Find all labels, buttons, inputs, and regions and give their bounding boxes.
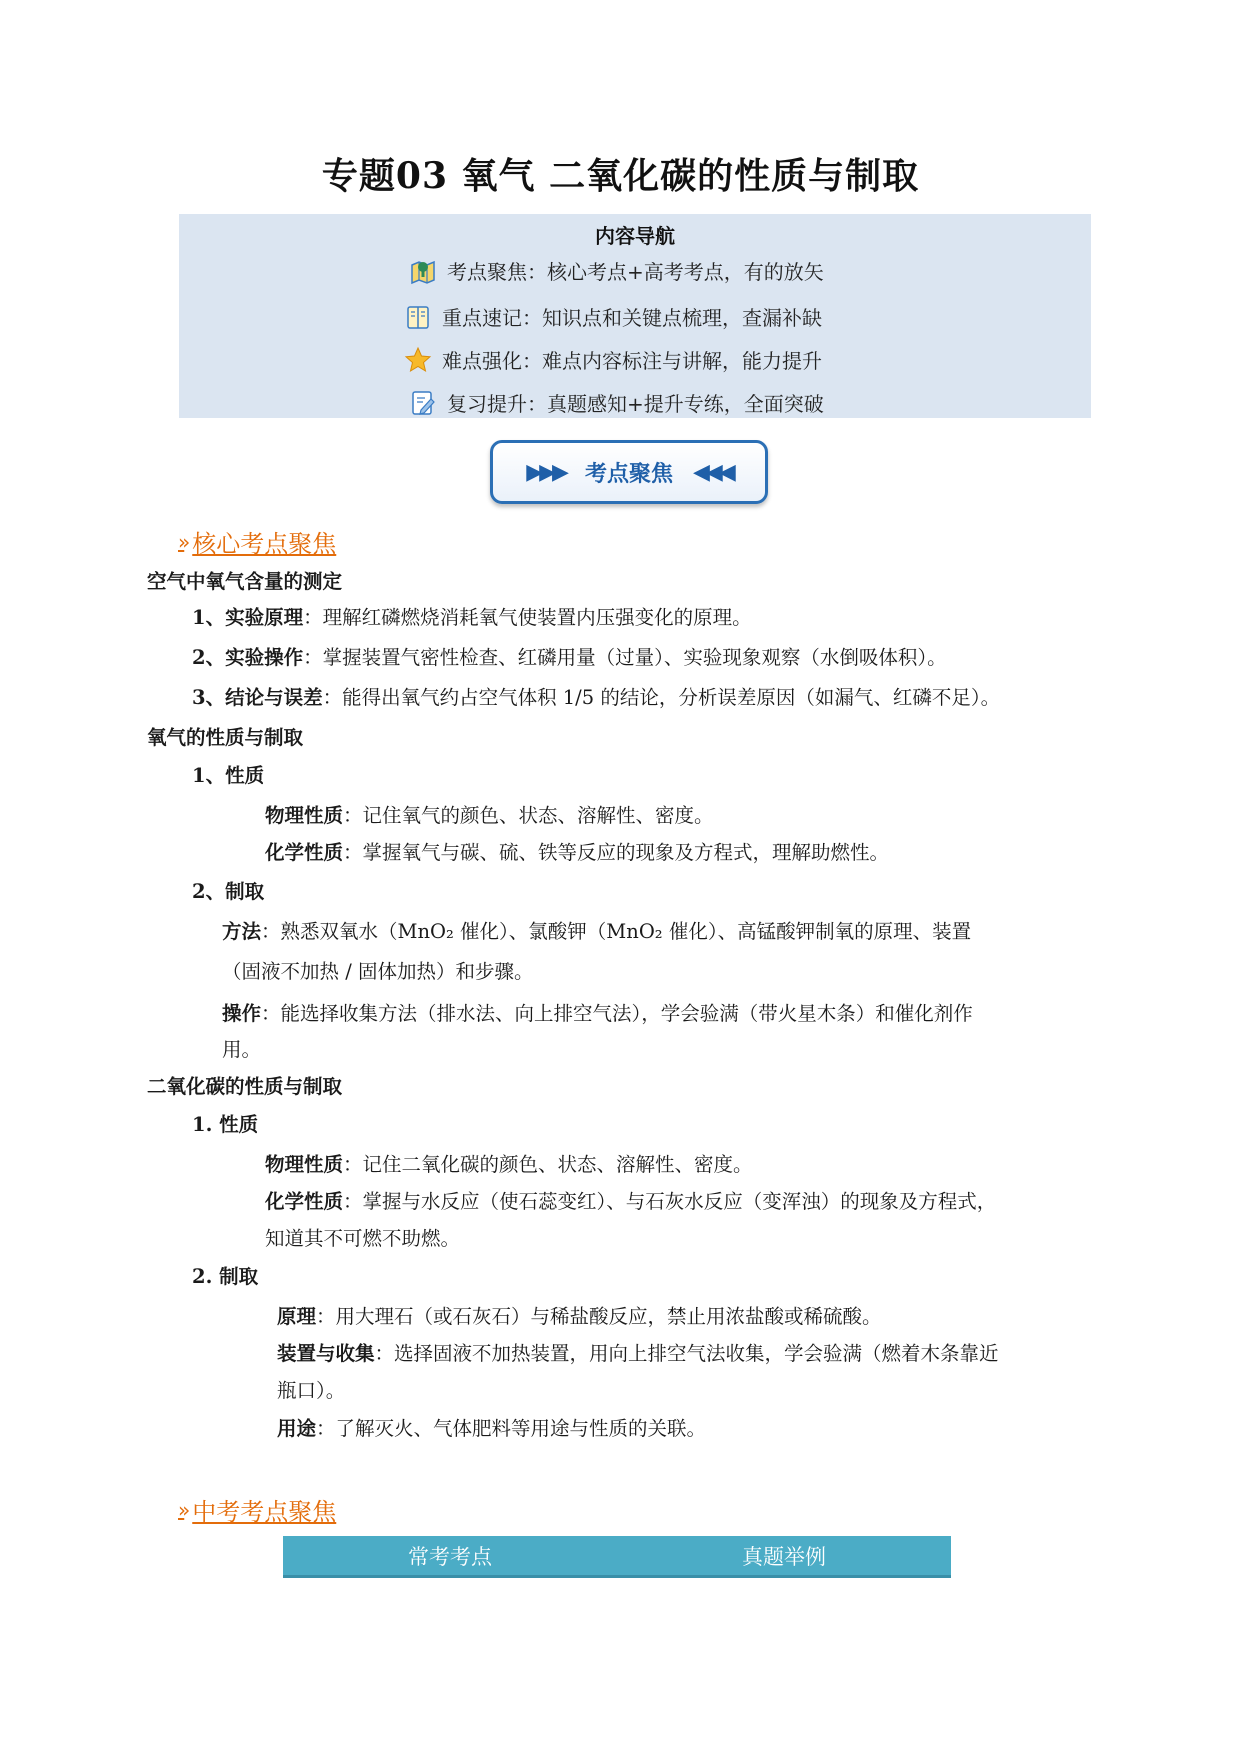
paragraph bbox=[277, 1415, 706, 1443]
label: 3、结论与误差 bbox=[192, 686, 323, 709]
label: 化学性质 bbox=[265, 841, 344, 864]
text: ：熟悉双氧水（MnO₂ 催化）、氯酸钾（MnO₂ 催化）、高锰酸钾制氧的原理、装置 bbox=[261, 920, 972, 943]
paragraph-continued: 瓶口）。 bbox=[277, 1379, 346, 1402]
table-header-cell: 常考考点 bbox=[408, 1544, 492, 1569]
text: ：选择固液不加热装置，用向上排空气法收集，学会验满（燃着木条靠近 bbox=[374, 1342, 999, 1365]
book-icon bbox=[404, 303, 432, 331]
text: ：掌握装置气密性检查、红磷用量（过量）、实验现象观察（水倒吸体积）。 bbox=[303, 646, 947, 669]
paragraph bbox=[192, 684, 1000, 712]
label: 方法 bbox=[222, 920, 262, 943]
nav-item-label: 重点速记：知识点和关键点梳理，查漏补缺 bbox=[442, 306, 822, 330]
nav-item-notes[interactable] bbox=[404, 302, 822, 331]
text: ：理解红磷燃烧消耗氧气使装置内压强变化的原理。 bbox=[303, 606, 752, 629]
text: ：掌握氧气与碳、硫、铁等反应的现象及方程式，理解助燃性。 bbox=[343, 841, 890, 864]
paragraph bbox=[277, 1340, 999, 1368]
subheading: 2. 制取 bbox=[192, 1265, 259, 1288]
star-icon bbox=[404, 346, 432, 374]
topic-heading: 氧气的性质与制取 bbox=[147, 726, 304, 749]
text: ：能得出氧气约占空气体积 1/5 的结论，分析误差原因（如漏气、红磷不足）。 bbox=[322, 686, 1001, 709]
section-banner bbox=[490, 440, 768, 504]
label: 物理性质 bbox=[265, 1153, 344, 1176]
paragraph bbox=[222, 918, 971, 946]
paragraph bbox=[265, 802, 714, 830]
label: 2、实验操作 bbox=[192, 646, 304, 669]
page-title: 专题03 氧气 二氧化碳的性质与制取 bbox=[321, 155, 920, 197]
paragraph-continued: 知道其不可燃不助燃。 bbox=[265, 1227, 461, 1250]
paragraph bbox=[277, 1303, 882, 1331]
section-heading-text: 核心考点聚焦 bbox=[192, 530, 337, 558]
nav-item-label: 复习提升：真题感知+提升专练，全面突破 bbox=[447, 392, 824, 416]
text: ：记住二氧化碳的颜色、状态、溶解性、密度。 bbox=[343, 1153, 753, 1176]
label: 1、实验原理 bbox=[192, 606, 304, 629]
paragraph bbox=[222, 1000, 973, 1028]
text: ：能选择收集方法（排水法、向上排空气法），学会验满（带火星木条）和催化剂作 bbox=[261, 1002, 973, 1025]
nav-item-difficult[interactable] bbox=[404, 345, 822, 374]
paragraph-continued: 用。 bbox=[222, 1038, 262, 1061]
label: 原理 bbox=[277, 1305, 317, 1328]
double-chevron-icon: » bbox=[178, 529, 185, 554]
banner-label: 考点聚焦 bbox=[584, 461, 673, 487]
label: 物理性质 bbox=[265, 804, 344, 827]
exam-table-header bbox=[283, 1536, 951, 1578]
double-chevron-icon: » bbox=[178, 1497, 185, 1522]
nav-item-review[interactable] bbox=[409, 388, 824, 417]
subheading: 1. 性质 bbox=[192, 1113, 259, 1136]
label: 化学性质 bbox=[265, 1190, 344, 1213]
text: ：记住氧气的颜色、状态、溶解性、密度。 bbox=[343, 804, 714, 827]
paragraph bbox=[265, 839, 889, 867]
right-arrows-icon: ▶▶▶ bbox=[526, 459, 565, 485]
paragraph bbox=[192, 604, 752, 632]
topic-heading: 二氧化碳的性质与制取 bbox=[147, 1075, 343, 1098]
text: ：掌握与水反应（使石蕊变红）、与石灰水反应（变浑浊）的现象及方程式， bbox=[343, 1190, 997, 1213]
paragraph bbox=[265, 1151, 753, 1179]
table-header-cell: 真题举例 bbox=[742, 1544, 826, 1569]
label: 装置与收集 bbox=[277, 1342, 375, 1365]
label: 用途 bbox=[277, 1417, 317, 1440]
nav-heading: 内容导航 bbox=[595, 224, 675, 248]
paragraph bbox=[192, 644, 947, 672]
nav-item-label: 难点强化：难点内容标注与讲解，能力提升 bbox=[442, 349, 822, 373]
paragraph bbox=[265, 1188, 996, 1216]
edit-icon bbox=[409, 389, 437, 417]
content-navigation bbox=[179, 214, 1091, 418]
label: 操作 bbox=[222, 1002, 262, 1025]
subheading: 1、性质 bbox=[192, 764, 265, 787]
subheading: 2、制取 bbox=[192, 880, 265, 903]
section-heading-text: 中考考点聚焦 bbox=[192, 1498, 337, 1526]
nav-item-focus[interactable] bbox=[409, 256, 824, 285]
nav-item-label: 考点聚焦：核心考点+高考考点，有的放矢 bbox=[447, 260, 824, 284]
topic-heading: 空气中氧气含量的测定 bbox=[147, 570, 343, 593]
text: ：了解灭火、气体肥料等用途与性质的关联。 bbox=[316, 1417, 707, 1440]
section-heading-core bbox=[178, 524, 336, 559]
map-pin-icon bbox=[409, 257, 437, 285]
paragraph-continued: （固液不加热 / 固体加热）和步骤。 bbox=[222, 960, 534, 983]
section-heading-exam bbox=[178, 1492, 336, 1527]
left-arrows-icon: ◀◀◀ bbox=[693, 459, 732, 485]
text: ：用大理石（或石灰石）与稀盐酸反应，禁止用浓盐酸或稀硫酸。 bbox=[316, 1305, 882, 1328]
